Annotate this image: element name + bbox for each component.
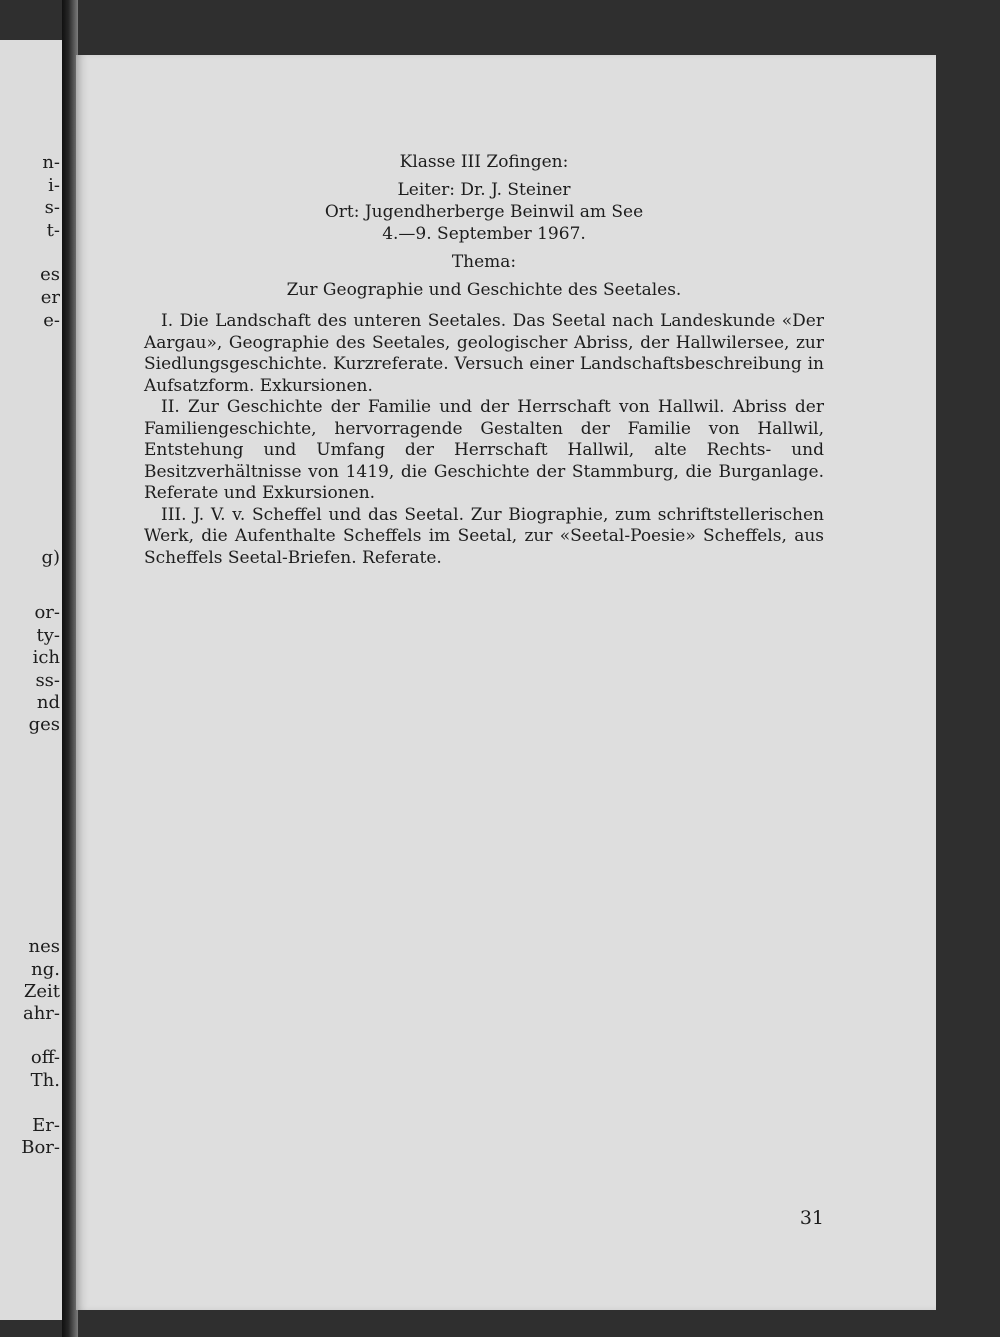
place-line: Ort: Jugendherberge Beinwil am See [324,202,644,222]
left-margin-fragment: t- [46,220,60,241]
left-margin-fragment: off- [30,1047,60,1068]
leader-line: Leiter: Dr. J. Steiner [397,180,571,200]
left-margin-fragment: Zeit [23,981,60,1002]
left-margin-fragment: g) [41,547,60,568]
section-paragraph-1: I. Die Landschaft des unteren Seetales. Das Seetal nach Landeskunde «Der Aargau», Geographie des Seetales, geologischer Abriss, der Hallwilersee, zur Siedlungsgeschichte. Kurzreferate. Versuch einer Landschaftsbeschreibung in Aufsatzform. Exkursionen. [144,311,824,396]
left-margin-fragment: s- [44,197,60,218]
left-margin-fragment: es [40,264,60,285]
section-paragraph-3: III. J. V. v. Scheffel und das Seetal. Zur Biographie, zum schriftstellerischen Werk, die Aufenthalte Scheffels im Seetal, zur «Seetal-Poesie» Scheffels, aus Scheffels Seetal-Briefen. Referate. [144,504,824,568]
left-margin-fragment: Er- [32,1115,60,1136]
left-page-edge [0,40,66,1320]
theme-label: Thema: [451,252,517,272]
left-margin-fragment: nes [28,936,60,957]
section-paragraph-2: II. Zur Geschichte der Familie und der Herrschaft von Hallwil. Abriss der Familiengeschichte, hervorragende Gestalten der Familie von Hallwil, Entstehung und Umfang der Herrschaft Hallwil, alte Rechts- und Besitzverhältnisse von 1419, die Geschichte der Stammburg, die Burganlage. Referate und Exkursionen. [144,397,824,503]
date-line: 4.—9. September 1967. [382,224,586,244]
page-number: 31 [799,1207,824,1229]
left-margin-fragment: ich [32,647,60,668]
left-margin-fragment: Th. [30,1070,60,1091]
left-margin-fragment: er [40,287,60,308]
left-margin-fragment: ty- [36,625,60,646]
left-margin-fragment: e- [43,310,60,331]
theme-title: Zur Geographie und Geschichte des Seetales. [286,280,682,300]
left-margin-fragment: Bor- [21,1137,60,1158]
left-margin-fragment: ss- [35,670,60,691]
left-margin-fragment: ahr- [22,1003,60,1024]
left-margin-fragment: nd [36,692,60,713]
class-title: Klasse III Zofingen: [399,152,569,172]
left-margin-fragment: ng. [31,959,60,980]
page-content [144,151,824,569]
left-margin-fragment: ges [28,714,60,735]
right-page [76,55,936,1310]
left-margin-fragment: n- [42,152,60,173]
left-margin-fragment: i- [48,175,60,196]
left-margin-fragment: or- [34,602,60,623]
